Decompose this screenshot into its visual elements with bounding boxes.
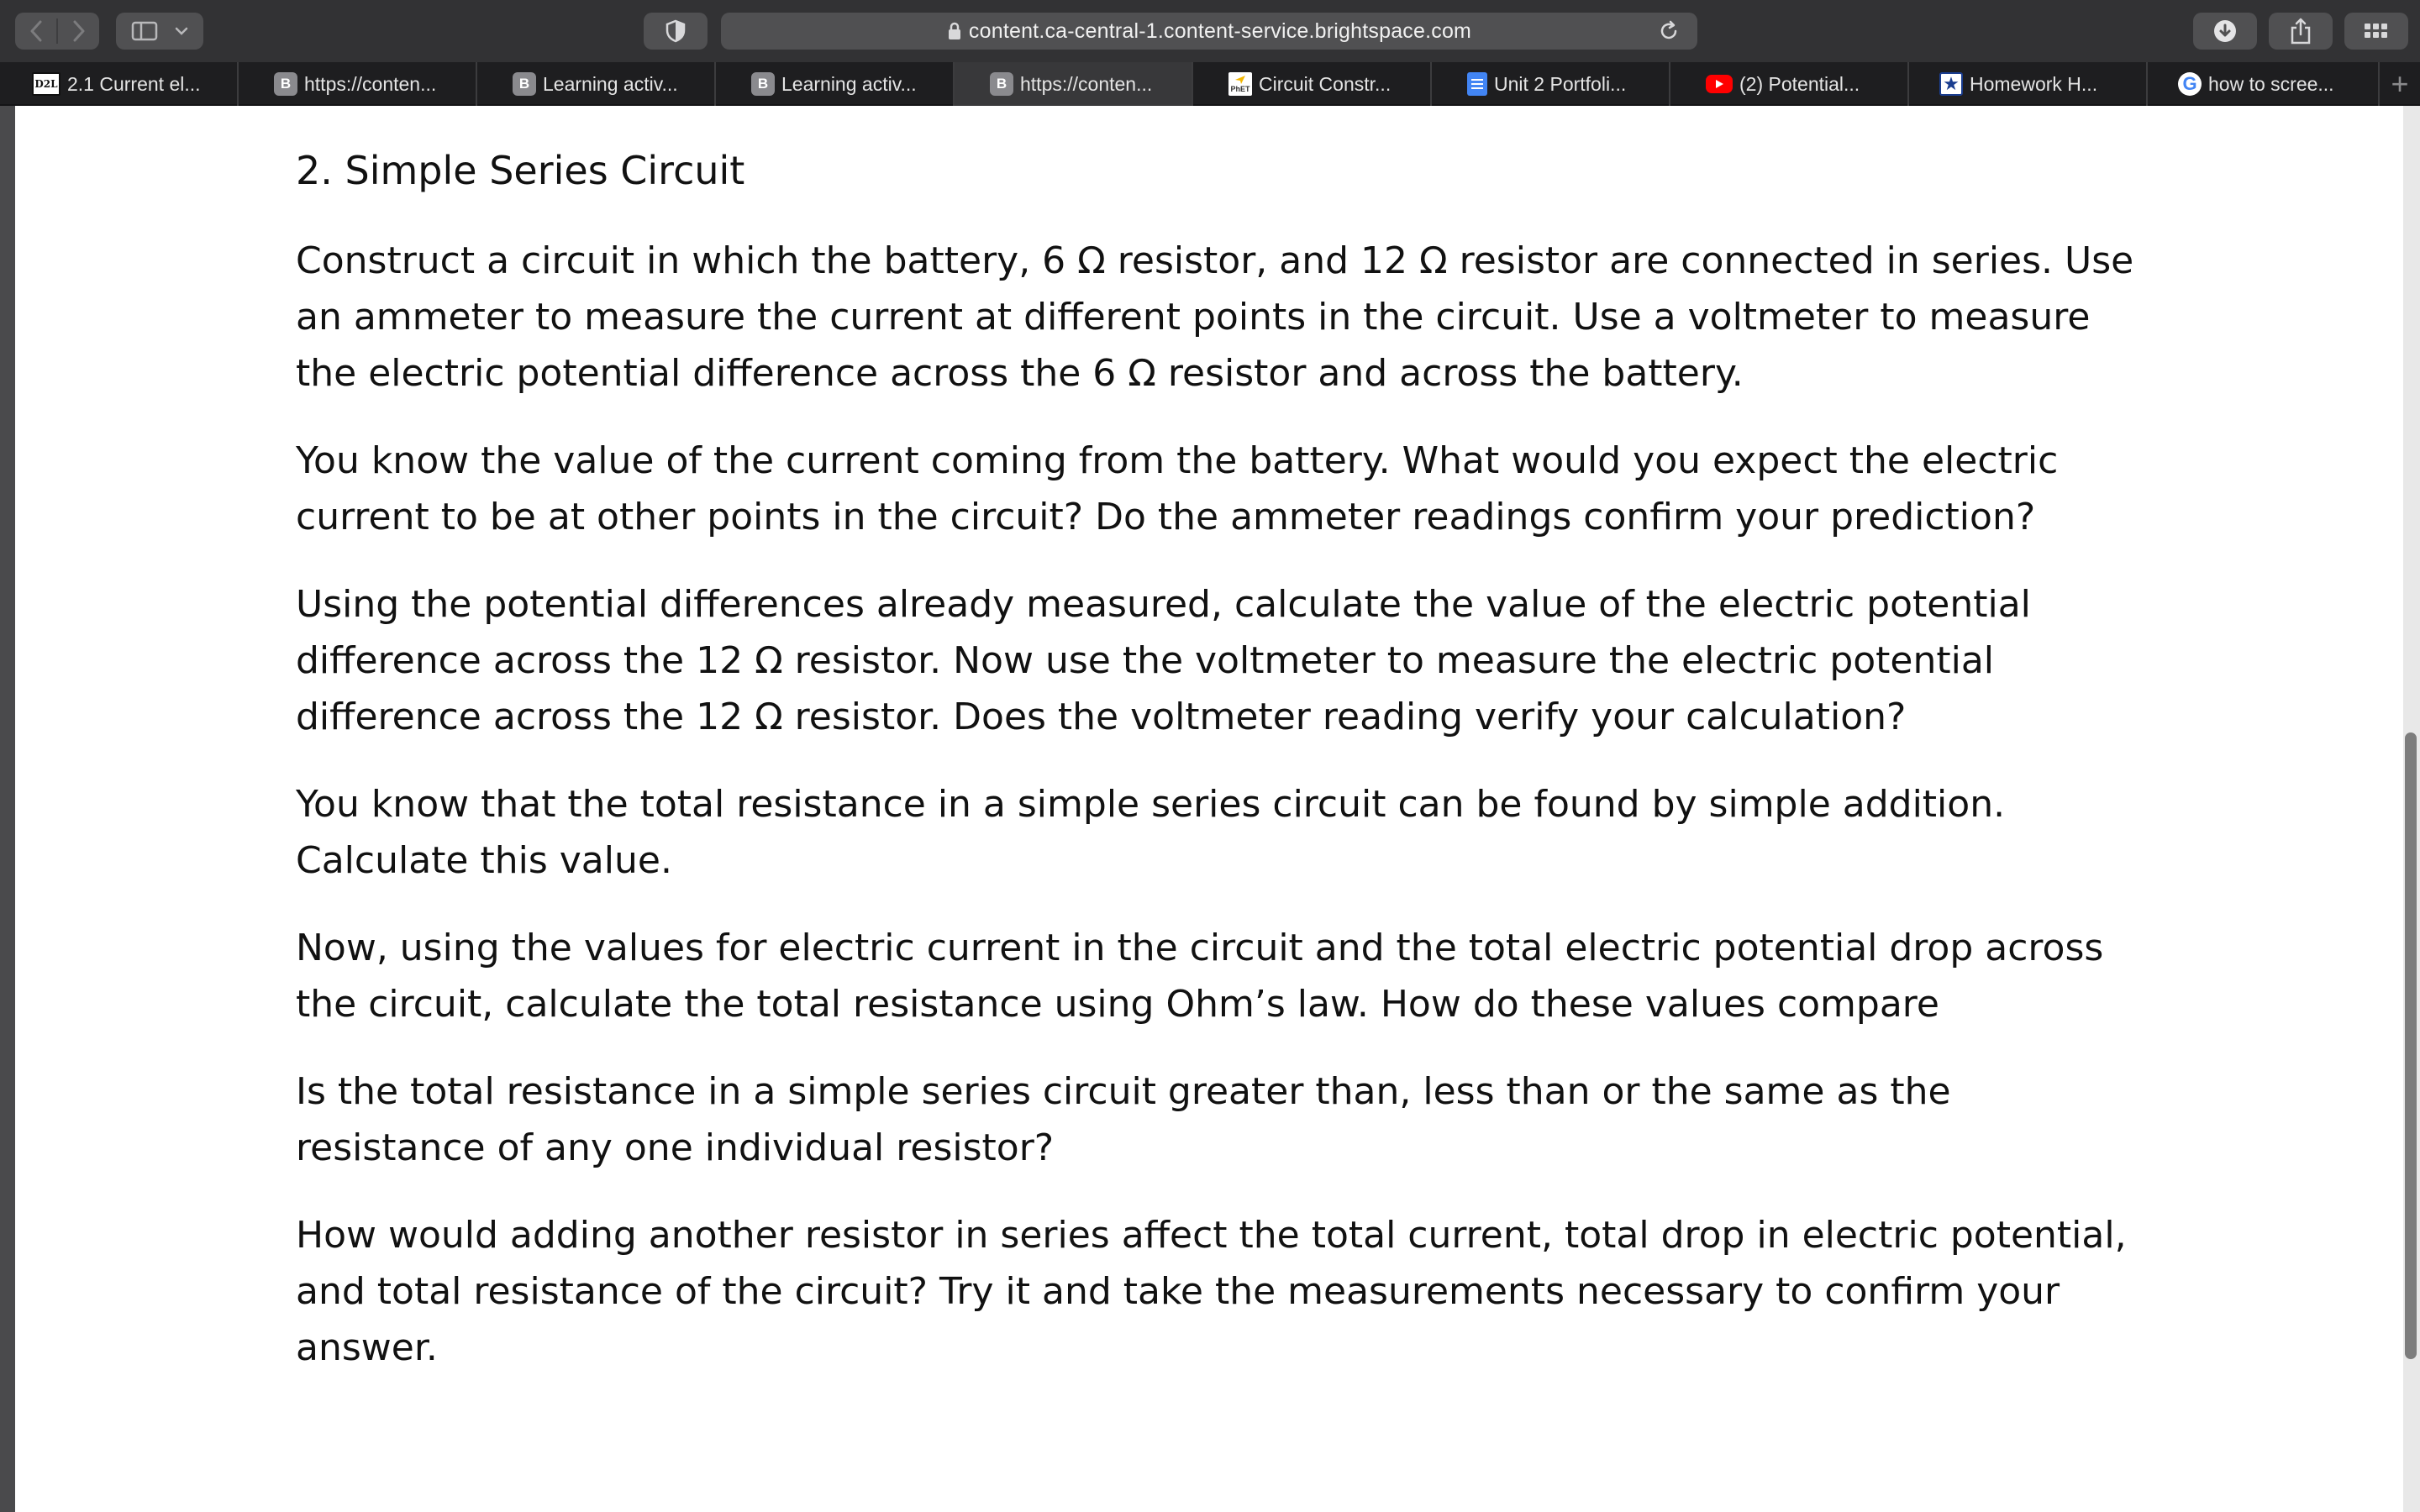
paragraph-total-resistance: You know that the total resistance in a simple series circuit can be found by simple addition. Calculate this value.: [296, 783, 2006, 883]
phet-icon: PhET: [1228, 72, 1252, 96]
google-icon: G: [2178, 72, 2202, 96]
new-tab-button[interactable]: +: [2391, 66, 2409, 101]
homework-star-icon: ★: [1939, 72, 1963, 96]
paragraph-construct: Construct a circuit in which the battery, 6 Ω resistor, and 12 Ω resistor are connected in series. Use an ammeter to measure the current at different points in the circuit. Use a voltmeter to measure the electric potential difference across the 6 Ω resistor and across the battery.: [296, 239, 2134, 396]
tab-bar: [0, 62, 2420, 106]
brightspace-icon: B: [274, 72, 297, 96]
tab-6[interactable]: [1193, 62, 1432, 106]
download-icon: [2212, 18, 2238, 44]
tab-label: Circuit Constr...: [1259, 72, 1392, 95]
share-button[interactable]: [2269, 13, 2333, 50]
chevron-left-icon: [29, 20, 43, 42]
d2l-icon: D2L: [32, 72, 60, 96]
tab-4[interactable]: [716, 62, 955, 106]
tab-label: Learning activ...: [781, 72, 917, 95]
share-icon: [2290, 18, 2312, 45]
tab-8[interactable]: [1670, 62, 1909, 106]
brightspace-icon: B: [751, 72, 775, 96]
tab-label: Unit 2 Portfoli...: [1494, 72, 1627, 95]
tab-2[interactable]: [239, 62, 477, 106]
privacy-report-button[interactable]: [644, 13, 708, 50]
sidebar-icon: [131, 21, 158, 41]
navigation-buttons: [15, 13, 99, 50]
google-docs-icon: [1467, 72, 1487, 96]
paragraph-potential-difference: Using the potential differences already measured, calculate the value of the electric potential difference across the 12 Ω resistor. Now use the voltmeter to measure the electric potential difference across the 12 Ω resistor. Does the voltmeter reading verify your calculation?: [296, 583, 2031, 739]
paragraph-add-resistor: How would adding another resistor in series affect the total current, total drop in electric potential, and total resistance of the circuit? Try it and take the measurements necessary to confirm your answer.: [296, 1214, 2127, 1370]
scrollbar-thumb[interactable]: [2405, 732, 2417, 1359]
url-text: content.ca-central-1.content-service.brightspace.com: [968, 18, 1472, 43]
tab-label: https://conten...: [304, 72, 437, 95]
brightspace-icon: B: [513, 72, 536, 96]
grid-icon: [2364, 23, 2389, 39]
reload-icon[interactable]: [1657, 19, 1681, 43]
tab-7[interactable]: [1432, 62, 1670, 106]
left-gutter: [0, 106, 15, 1512]
tab-label: (2) Potential...: [1739, 72, 1860, 95]
shield-icon: [666, 19, 686, 43]
back-button[interactable]: [15, 13, 56, 50]
sidebar-toggle-button[interactable]: [116, 13, 203, 50]
address-bar[interactable]: [721, 13, 1697, 50]
brightspace-icon: B: [990, 72, 1013, 96]
tab-label: 2.1 Current el...: [67, 72, 201, 95]
document-body: [296, 148, 2144, 1407]
forward-button[interactable]: [58, 13, 99, 50]
downloads-button[interactable]: [2193, 13, 2257, 50]
tab-9[interactable]: [1909, 62, 2148, 106]
browser-toolbar: [0, 0, 2420, 62]
tab-1[interactable]: [0, 62, 239, 106]
chevron-down-icon: [175, 27, 188, 35]
tab-label: how to scree...: [2208, 72, 2334, 95]
tab-label: https://conten...: [1020, 72, 1153, 95]
tab-label: Learning activ...: [543, 72, 678, 95]
section-heading: 2. Simple Series Circuit: [296, 148, 745, 193]
paragraph-current-prediction: You know the value of the current coming from the battery. What would you expect the electric current to be at other points in the circuit? Do the ammeter readings confirm your prediction?: [296, 439, 2059, 539]
youtube-icon: [1706, 75, 1733, 93]
paragraph-compare-resistance: Is the total resistance in a simple series circuit greater than, less than or the same as the resistance of any one individual resistor?: [296, 1070, 1951, 1170]
tab-10[interactable]: [2148, 62, 2380, 106]
tab-3[interactable]: [477, 62, 716, 106]
web-content: [15, 106, 2403, 1512]
paragraph-ohms-law: Now, using the values for electric current in the circuit and the total electric potential drop across the circuit, calculate the total resistance using Ohm’s law. How do these values compare: [296, 927, 2104, 1026]
lock-icon: [947, 22, 962, 40]
tab-label: Homework H...: [1970, 72, 2098, 95]
chevron-right-icon: [72, 20, 86, 42]
tab-5-active[interactable]: [955, 62, 1193, 106]
tab-overview-button[interactable]: [2344, 13, 2408, 50]
